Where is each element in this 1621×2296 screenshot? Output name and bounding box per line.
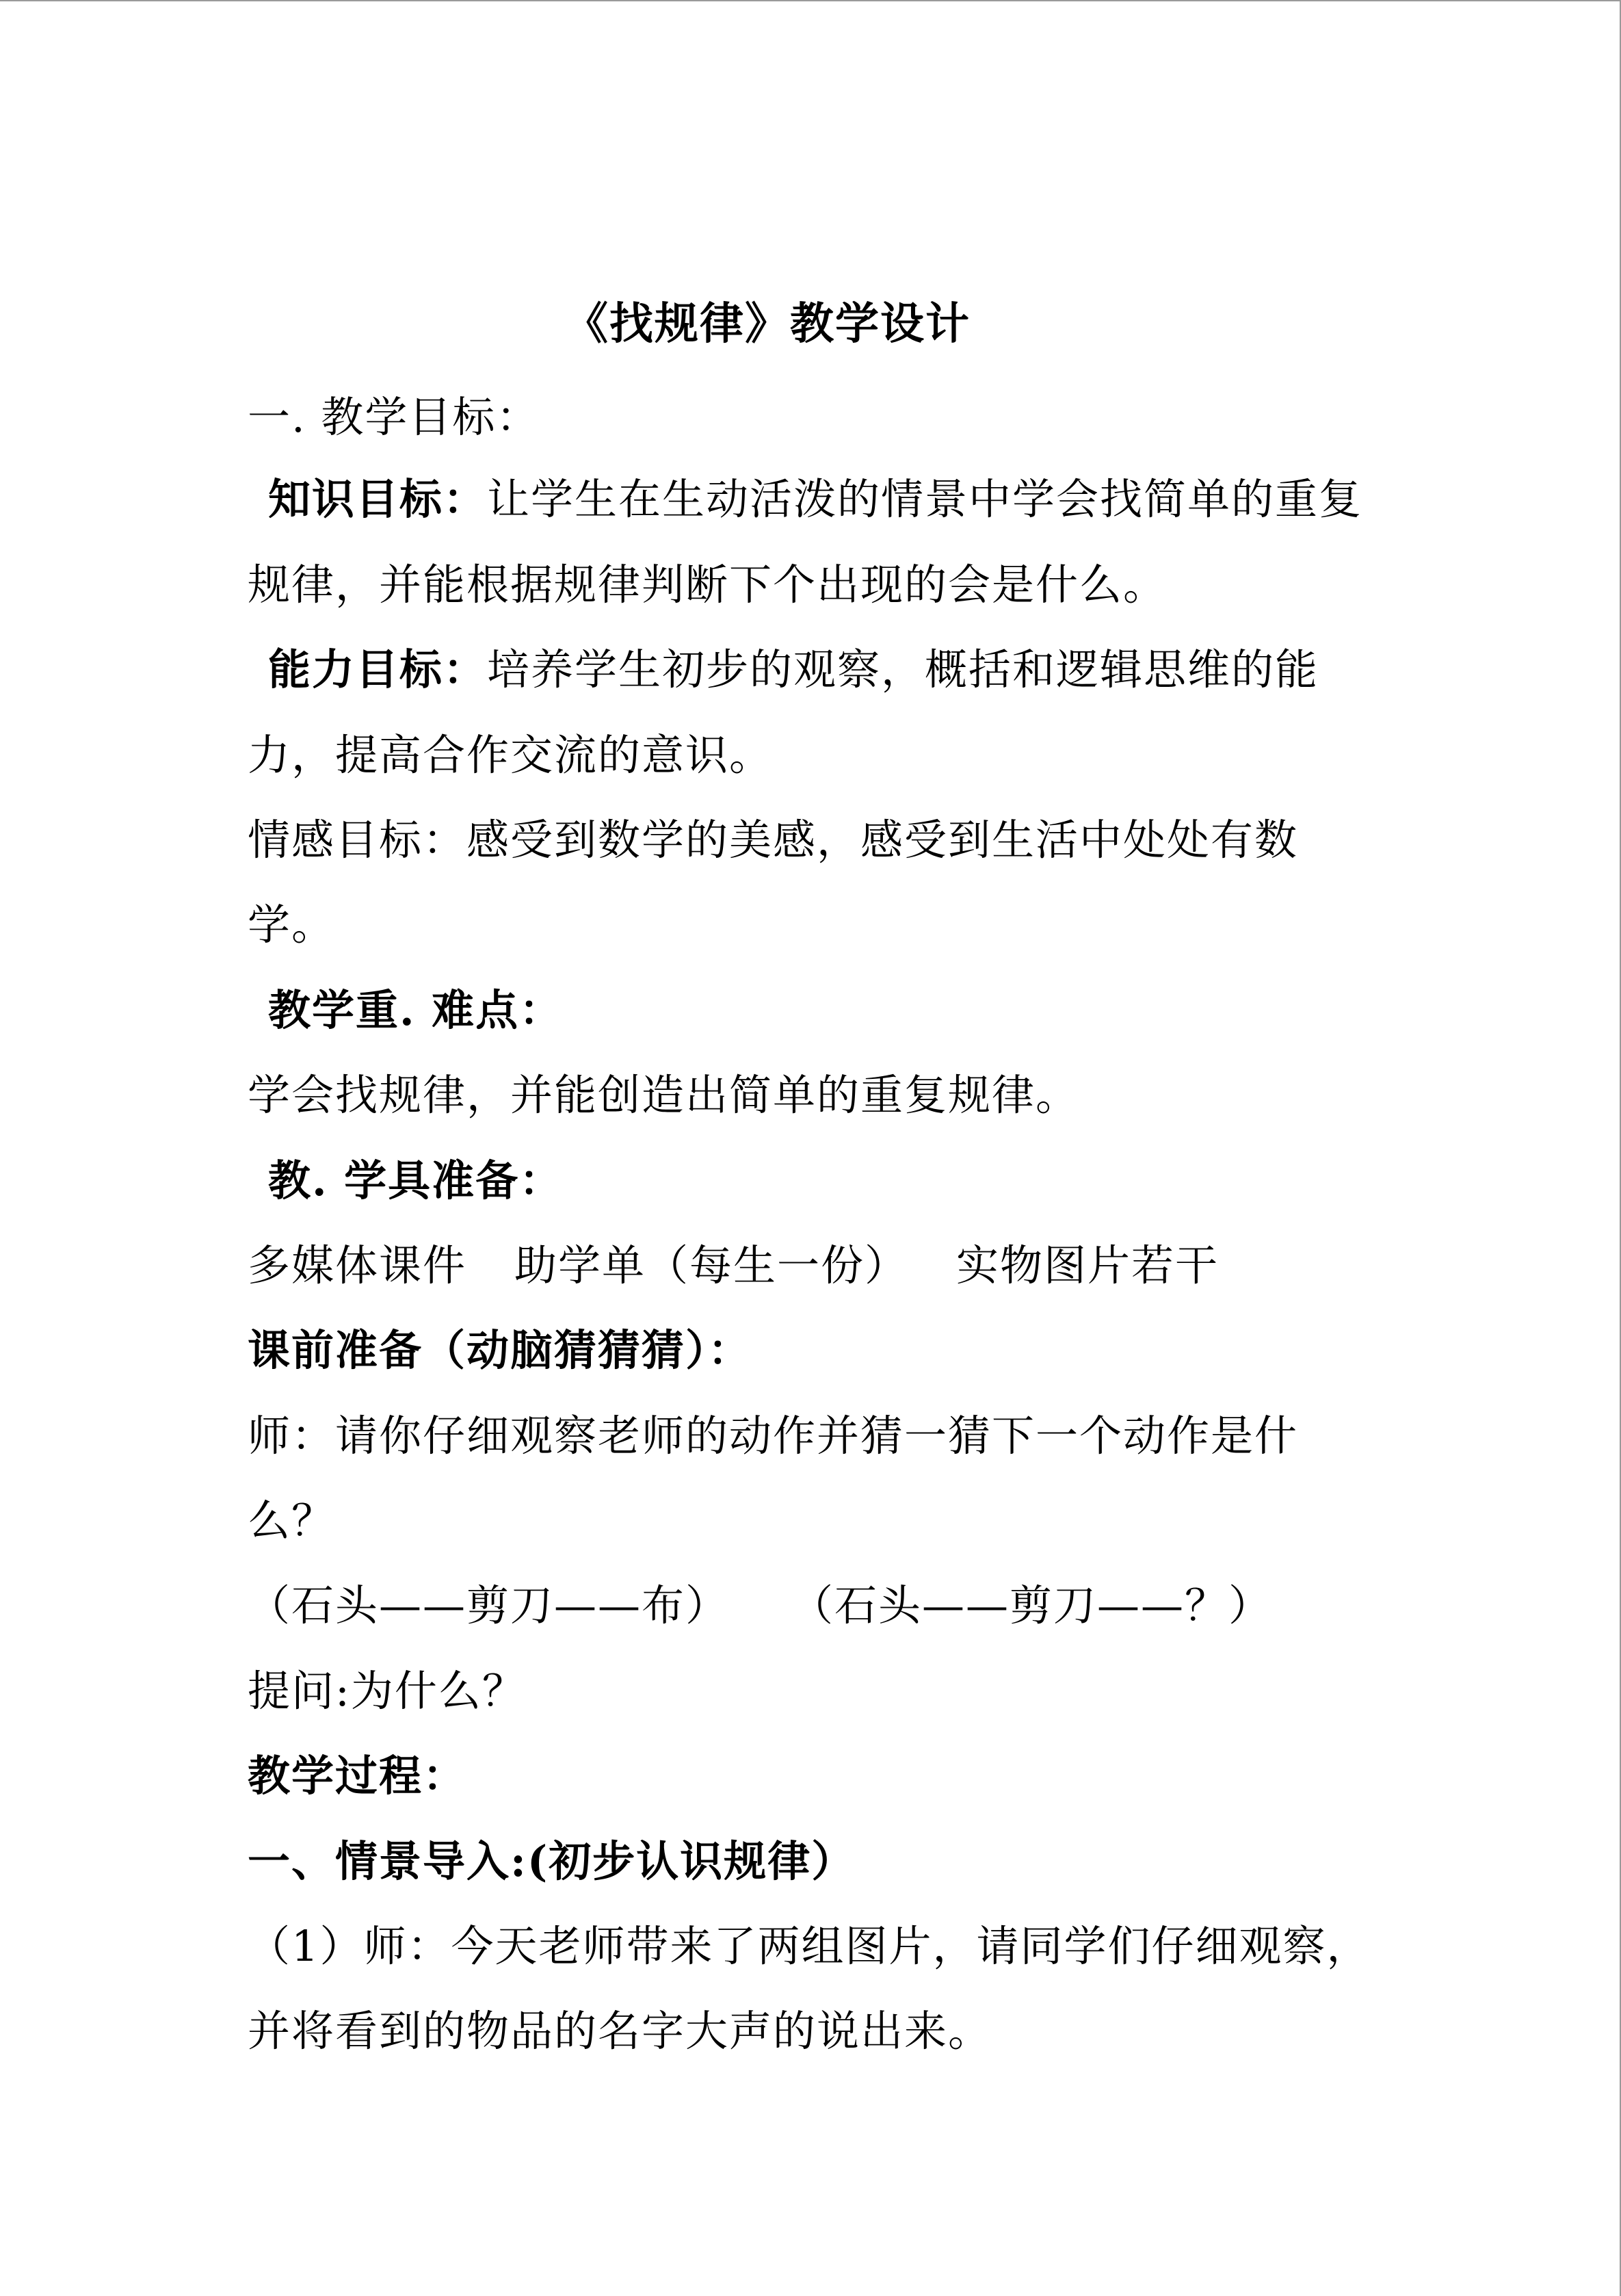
materials-heading: 教. 学具准备： xyxy=(268,1156,564,1205)
key-points-heading: 教学重. 难点： xyxy=(268,985,564,1035)
emotion-objective-line-2: 学。 xyxy=(248,900,336,950)
material-item: 助学单（每生一份） xyxy=(514,1240,909,1290)
question-line: 提问:为什么？ xyxy=(248,1666,526,1716)
section-heading-objectives: 一. 教学目标： xyxy=(248,392,540,442)
emotion-objective-line-1: 情感目标：感受到数学的美感，感受到生活中处处有数 xyxy=(248,815,1299,865)
knowledge-objective-text: 让学生在生动活泼的情景中学会找简单的重复 xyxy=(487,474,1363,524)
ability-objective-line-2: 力，提高合作交流的意识。 xyxy=(248,730,774,780)
material-item: 多媒体课件 xyxy=(248,1240,467,1290)
document-title: 《找规律》教学设计 xyxy=(564,298,971,350)
knowledge-objective-line-1 xyxy=(268,472,1362,527)
sequence-question: （石头——剪刀——？） xyxy=(791,1580,1273,1630)
ability-objective-label: 能力目标： xyxy=(268,644,488,694)
key-points-text: 学会找规律，并能创造出简单的重复规律。 xyxy=(248,1070,1080,1120)
intro-text-line-1: （1）师：今天老师带来了两组图片，请同学们仔细观察， xyxy=(248,1921,1371,1971)
intro-text-line-2: 并将看到的物品的名字大声的说出来。 xyxy=(248,2006,992,2056)
sequence-line xyxy=(248,1578,1272,1633)
knowledge-objective-label: 知识目标： xyxy=(268,474,488,524)
ability-objective-line-1 xyxy=(268,642,1319,697)
sequence-example: （石头——剪刀——布） xyxy=(248,1580,730,1630)
teacher-prompt-line-2: 么？ xyxy=(248,1496,336,1545)
knowledge-objective-line-2: 规律，并能根据规律判断下个出现的会是什么。 xyxy=(248,560,1168,610)
ability-objective-text: 培养学生初步的观察，概括和逻辑思维的能 xyxy=(487,644,1319,694)
process-heading: 教学过程： xyxy=(248,1751,467,1801)
intro-heading: 一、情景导入:(初步认识规律） xyxy=(248,1836,856,1886)
material-item: 实物图片若干 xyxy=(956,1240,1220,1290)
teacher-prompt-line-1: 师：请你仔细观察老师的动作并猜一猜下一个动作是什 xyxy=(248,1411,1299,1461)
materials-list xyxy=(248,1238,1219,1293)
pre-class-heading: 课前准备（动脑猜猜猜）： xyxy=(248,1325,752,1375)
